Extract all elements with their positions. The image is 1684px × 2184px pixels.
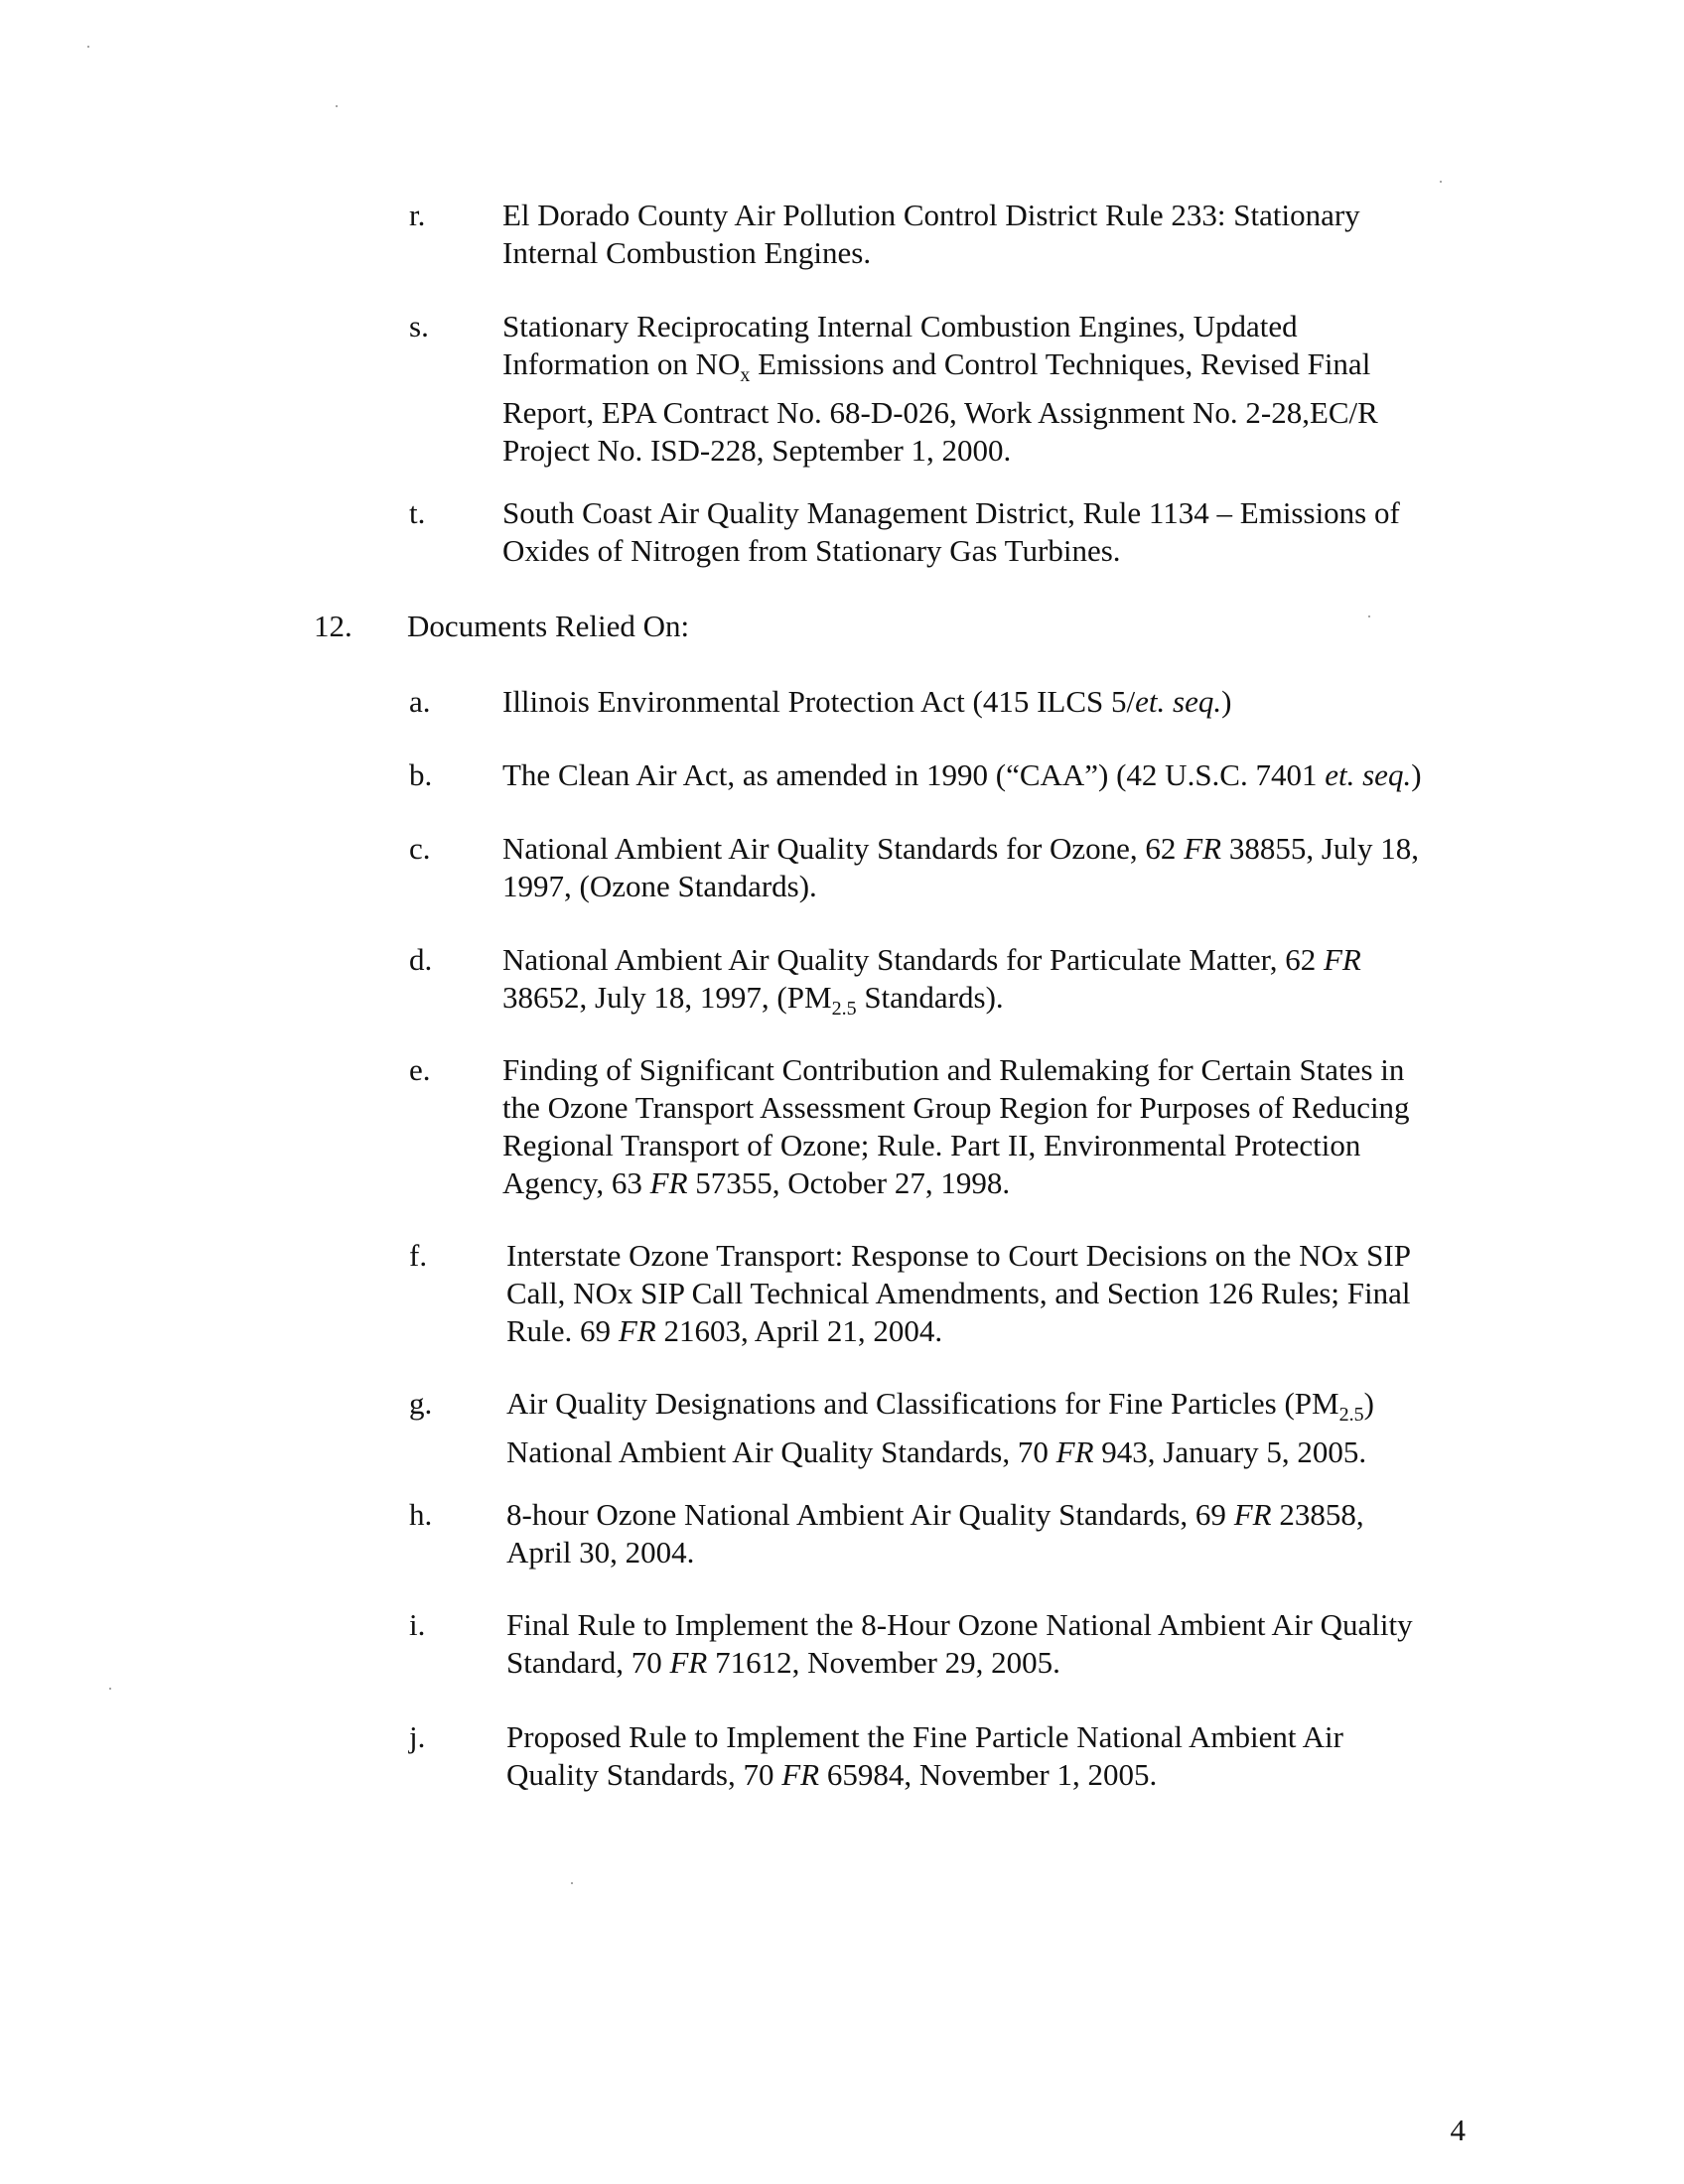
- item-label: i.: [409, 1607, 426, 1642]
- item-text: [506, 1237, 1411, 1350]
- item-line: 8-hour Ozone National Ambient Air Quality Standards, 69 FR 23858,: [506, 1497, 1364, 1532]
- scan-speck: [109, 1688, 111, 1690]
- scan-speck: [87, 46, 89, 48]
- item-label: g.: [409, 1386, 433, 1421]
- item-line: National Ambient Air Quality Standards for Particulate Matter, 62 FR: [502, 942, 1361, 977]
- item-line: Information on $NO_x$ Emissions and Control Techniques, Revised Final: [502, 346, 1371, 387]
- section-title: Documents Relied On:: [407, 609, 690, 643]
- item-label: t.: [409, 495, 426, 530]
- item-line: El Dorado County Air Pollution Control District Rule 233: Stationary: [502, 198, 1360, 232]
- item-label: e.: [409, 1052, 431, 1087]
- section-number: 12.: [314, 609, 352, 643]
- item-line: Proposed Rule to Implement the Fine Particle National Ambient Air: [506, 1719, 1343, 1754]
- item-line: Interstate Ozone Transport: Response to Court Decisions on the NOx SIP: [506, 1238, 1411, 1273]
- page-number: 4: [1450, 2113, 1466, 2147]
- item-line: Call, NOx SIP Call Technical Amendments, and Section 126 Rules; Final: [506, 1276, 1411, 1310]
- item-line: Quality Standards, 70 FR 65984, November 1, 2005.: [506, 1757, 1158, 1792]
- item-label: d.: [409, 942, 433, 977]
- list-item-r: [409, 197, 1501, 276]
- item-text: [502, 308, 1378, 470]
- scan-speck: [336, 105, 338, 107]
- item-line: Stationary Reciprocating Internal Combustion Engines, Updated: [502, 309, 1298, 343]
- item-line: Standard, 70 FR 71612, November 29, 2005.: [506, 1645, 1060, 1680]
- list-item-s: [409, 308, 1501, 469]
- item-text: [506, 1718, 1343, 1794]
- item-line: Final Rule to Implement the 8-Hour Ozone National Ambient Air Quality: [506, 1607, 1413, 1642]
- list-item-i: [409, 1606, 1501, 1686]
- item-text: [502, 494, 1400, 570]
- item-line: 1997, (Ozone Standards).: [502, 869, 817, 903]
- item-line: April 30, 2004.: [506, 1535, 695, 1570]
- item-label: h.: [409, 1497, 433, 1532]
- item-label: a.: [409, 684, 431, 719]
- item-line: Agency, 63 FR 57355, October 27, 1998.: [502, 1165, 1011, 1200]
- item-line: National Ambient Air Quality Standards, 70 FR 943, January 5, 2005.: [506, 1434, 1367, 1470]
- item-label: f.: [409, 1238, 428, 1273]
- list-item-f: [409, 1237, 1501, 1354]
- section-heading: [314, 608, 1406, 647]
- list-item-g: [409, 1385, 1501, 1470]
- item-line: Project No. ISD-228, September 1, 2000.: [502, 433, 1012, 469]
- list-item-d: [409, 941, 1501, 1021]
- item-line: Illinois Environmental Protection Act (415 ILCS 5/et. seq.): [502, 684, 1232, 719]
- scan-speck: [1368, 615, 1370, 617]
- item-label: r.: [409, 198, 426, 232]
- scan-speck: [1440, 181, 1442, 183]
- item-line: Air Quality Designations and Classifications for Fine Particles $(PM_{2.5})$: [506, 1386, 1374, 1427]
- item-line: 38652, July 18, 1997, ($PM_{2.5}$ Standards).: [502, 980, 1004, 1021]
- list-item-t: [409, 494, 1501, 574]
- item-line: The Clean Air Act, as amended in 1990 (“CAA”) (42 U.S.C. 7401 et. seq.): [502, 757, 1422, 792]
- item-text: [506, 1606, 1413, 1682]
- item-text: [502, 197, 1360, 272]
- item-line: Finding of Significant Contribution and Rulemaking for Certain States in: [502, 1052, 1405, 1087]
- list-item-j: [409, 1718, 1501, 1798]
- item-text: [502, 941, 1361, 1027]
- item-line: Rule. 69 FR 21603, April 21, 2004.: [506, 1313, 943, 1348]
- list-item-h: [409, 1496, 1501, 1575]
- item-text: [502, 1051, 1410, 1202]
- list-item-b: [409, 756, 1501, 796]
- item-label: j.: [409, 1719, 426, 1754]
- list-item-c: [409, 830, 1501, 909]
- item-line: Oxides of Nitrogen from Stationary Gas Turbines.: [502, 533, 1121, 568]
- item-label: b.: [409, 757, 433, 792]
- item-line: Internal Combustion Engines.: [502, 235, 872, 270]
- item-text: [506, 1385, 1374, 1471]
- item-text: [502, 683, 1231, 721]
- scan-speck: [571, 1882, 573, 1884]
- list-item-a: [409, 683, 1501, 723]
- item-line: National Ambient Air Quality Standards for Ozone, 62 FR 38855, July 18,: [502, 831, 1419, 866]
- item-line: Regional Transport of Ozone; Rule. Part II, Environmental Protection: [502, 1128, 1361, 1162]
- item-text: [502, 830, 1419, 905]
- item-text: [506, 1496, 1364, 1571]
- item-text: [502, 756, 1422, 794]
- item-line: South Coast Air Quality Management District, Rule 1134 – Emissions of: [502, 495, 1400, 530]
- list-item-e: [409, 1051, 1501, 1205]
- item-label: c.: [409, 831, 431, 866]
- item-label: s.: [409, 309, 429, 343]
- item-line: Report, EPA Contract No. 68-D-026, Work Assignment No. 2-28,EC/R: [502, 395, 1378, 431]
- item-line: the Ozone Transport Assessment Group Region for Purposes of Reducing: [502, 1090, 1410, 1125]
